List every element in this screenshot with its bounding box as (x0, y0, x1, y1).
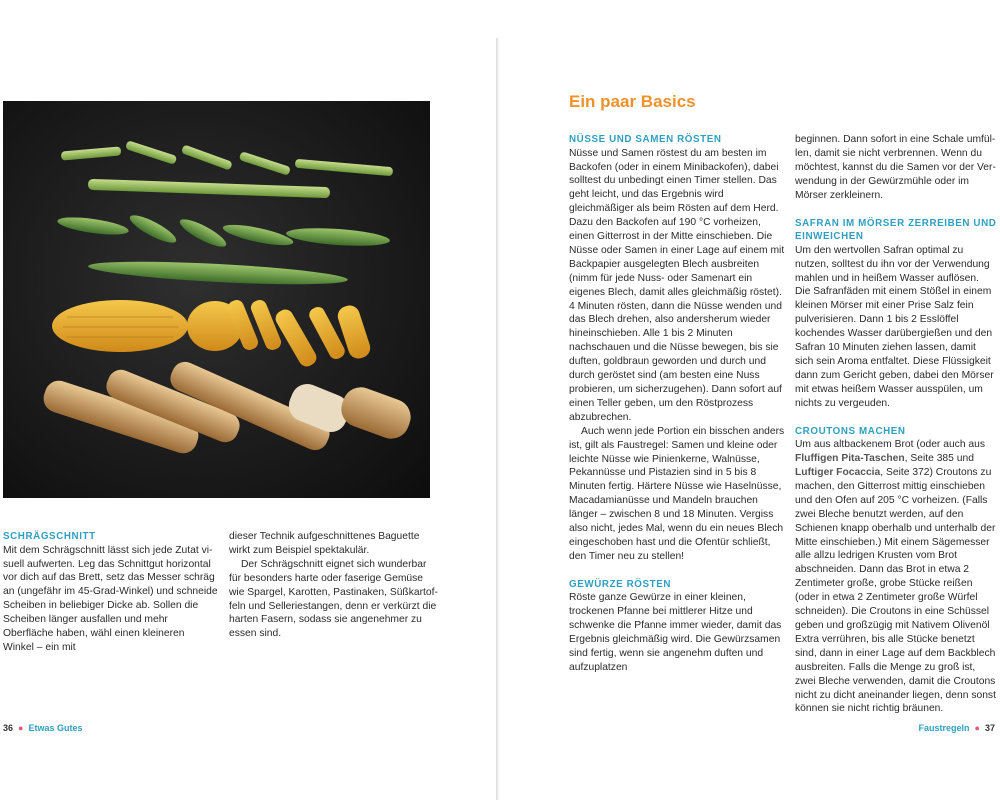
schraegschnitt-text-2: dieser Technik aufgeschnittenes Baguette wirkt zum Beispiel spektakulär. (229, 531, 420, 556)
croutons-text-c: , Seite 372) Croutons zu machen, den Gitterrost mittig einschieben und den Ofen auf 205 °C vorheizen. (Falls zwei Bleche benutzt werden, auf den Schienen knapp oberhalb und unterhalb der Mitte einschieben.) Mit einem Sägemesser alle allzu ledrigen Krusten vom Brot abschneiden. Dann das Brot in etwa 2 Zentimeter große, grobe Stücke reißen (oder in etwa 2 Zentimeter große Würfel schneiden). Die Croutons in eine Schüssel geben und großzügig mit Nativem Olivenöl Extra verrühren, bis alle Stücke benetzt sind, dann in einer Lage auf dem Backblech ausbreiten. Falls die Menge zu groß ist, zwei Bleche verwenden, damit die Croutons nicht zu dicht aneinander liegen, denn sonst können sie nicht richtig bräunen. (795, 467, 996, 715)
page-number-left: 36 (3, 723, 14, 733)
page-title: Ein paar Basics (569, 92, 696, 111)
footer-section-right: Faustregeln (918, 723, 970, 733)
croutons-ref-focaccia: Luftiger Focaccia (795, 467, 881, 478)
squash-row (52, 298, 373, 369)
gewuerze-heading: GEWÜRZE RÖSTEN (569, 578, 672, 590)
schraegschnitt-text-1: Mit dem Schrägschnitt lässt sich jede Zutat visuell aufwerten. Leg das Schnittgut horizontal vor dich auf das Brett, setz das Messer schräg an (ungefähr im 45-Grad-Winkel) und schneide Scheiben in beliebiger Dicke ab. Sollen die Scheiben länger ausfallen und mehr Oberfläche haben, wähl einen kleineren Winkel – ein mit (3, 544, 218, 653)
bean-row-2 (88, 257, 349, 289)
nuesse-heading: NÜSSE UND SAMEN RÖSTEN (569, 134, 722, 145)
nuesse-text-2: Auch wenn jede Portion ein bisschen anders ist, gilt als Faustregel: Samen und kleine oder leichte Nüsse wie Pinienkerne, Walnüsse, Pekannüsse und Pistazien sind in 5 bis 8 Minuten fertig. Härtere Nüsse wie Haselnüsse, Macadamianüsse und Mandeln brauchen länger – zwischen 8 und 18 Minuten. Vergiss also nicht, jedes Mal, wenn du ein neues Blech eingeschoben hast und die Ofentür schließt, den Timer neu zu stellen! (569, 425, 785, 562)
right-page (501, 0, 1000, 800)
right-footer (919, 723, 995, 733)
footer-section-left: Etwas Gutes (28, 723, 83, 733)
schraegschnitt-col-1 (3, 530, 218, 655)
asparagus-row-1 (61, 140, 393, 176)
right-col-2 (795, 133, 997, 716)
left-page (0, 0, 497, 800)
book-gutter (496, 38, 500, 800)
croutons-heading: CROUTONS MACHEN (795, 425, 906, 437)
bean-row-1 (56, 211, 390, 252)
schraegschnitt-heading: SCHRÄGSCHNITT (3, 531, 96, 542)
safran-heading: SAFRAN IM MÖRSER ZERREIBEN UND EINWEICHEN (795, 217, 997, 243)
asparagus-row-2 (88, 179, 330, 198)
croutons-ref-pita: Fluffigen Pita-Taschen (795, 453, 905, 465)
croutons-text (795, 438, 997, 716)
schraegschnitt-text-3: Der Schrägschnitt eignet sich wunderbar für besonders harte oder faserige Gemüse wie Spargel, Karotten, Pastinaken, Süßkartoffeln und Selleriestangen, denn er verkürzt die harten Fasern, sodass sie angenehmer zu essen sind. (229, 558, 438, 640)
baguette-row (40, 358, 416, 457)
left-footer (3, 723, 82, 733)
schraegschnitt-col-2 (229, 530, 439, 641)
photo-illustration (3, 101, 430, 498)
page-number-right: 37 (984, 723, 995, 733)
nuesse-text-1: Nüsse und Samen röstest du am besten im Backofen (oder in einem Minibackofen), dabei solltest du unbedingt einen Timer stellen. Das geht leicht, und das Ergebnis wird gleichmäßiger als beim Rösten auf dem Herd. Dazu den Backofen auf 190 °C vorheizen, einen Gitterrost in der Mitte einschieben. Die Nüsse oder Samen in einer Lage auf einem mit Backpapier ausgelegten Blech ausbreiten (nimm für jede Nuss- oder Samenart ein eigenes Blech, damit alles gleichmäßig röstet). 4 Minuten rösten, dann die Nüsse wenden und das Blech drehen, also andersherum wieder hineinschieben. Alle 1 bis 2 Minuten nachschauen und die Nüsse bewegen, bis sie duften, goldbraun geworden und durch und durch geröstet sind (am besten eine Nuss probieren, um sicherzugehen). Dann sofort auf einen Teller geben, um den Röstprozess abzubrechen. (569, 147, 785, 423)
vegetables-bread-photo (3, 101, 430, 498)
right-col-1 (569, 133, 787, 675)
croutons-text-b: , Seite 385 und (904, 453, 974, 465)
gewuerze-text-2: beginnen. Dann sofort in eine Schale umfüllen, damit sie nicht verbrennen. Wenn du möchtest, kannst du die Samen vor der Verwendung in der Gewürzmühle oder im Mörser zerkleinern. (795, 134, 996, 201)
safran-text: Um den wertvollen Safran optimal zu nutzen, solltest du ihn vor der Verwendung mahlen und in heißem Wasser auflösen. Die Safranfäden mit einem Stößel in einem kleinen Mörser mit einer Prise Salz fein pulverisieren. Dann 1 bis 2 Esslöffel kochendes Wasser darübergießen und den Safran 10 Minuten ziehen lassen, damit sich sein Aroma entfaltet. Diese Flüssigkeit dann zum Gericht geben, dabei den Mörser mit etwas heißem Wasser ausspülen, um nichts zu vergeuden. (795, 244, 994, 409)
footer-dot-icon: ● (974, 723, 980, 733)
footer-dot-icon: ● (18, 723, 24, 733)
croutons-text-a: Um aus altbackenem Brot (oder auch aus (795, 439, 986, 451)
gewuerze-text-1: Röste ganze Gewürze in einer kleinen, trockenen Pfanne bei mittlerer Hitze und schwenke die Pfanne immer wieder, damit das Ergebnis gleichmäßig wird. Die Gewürzsamen sind fertig, wenn sie angenehm duften und aufzuplatzen (569, 592, 782, 673)
